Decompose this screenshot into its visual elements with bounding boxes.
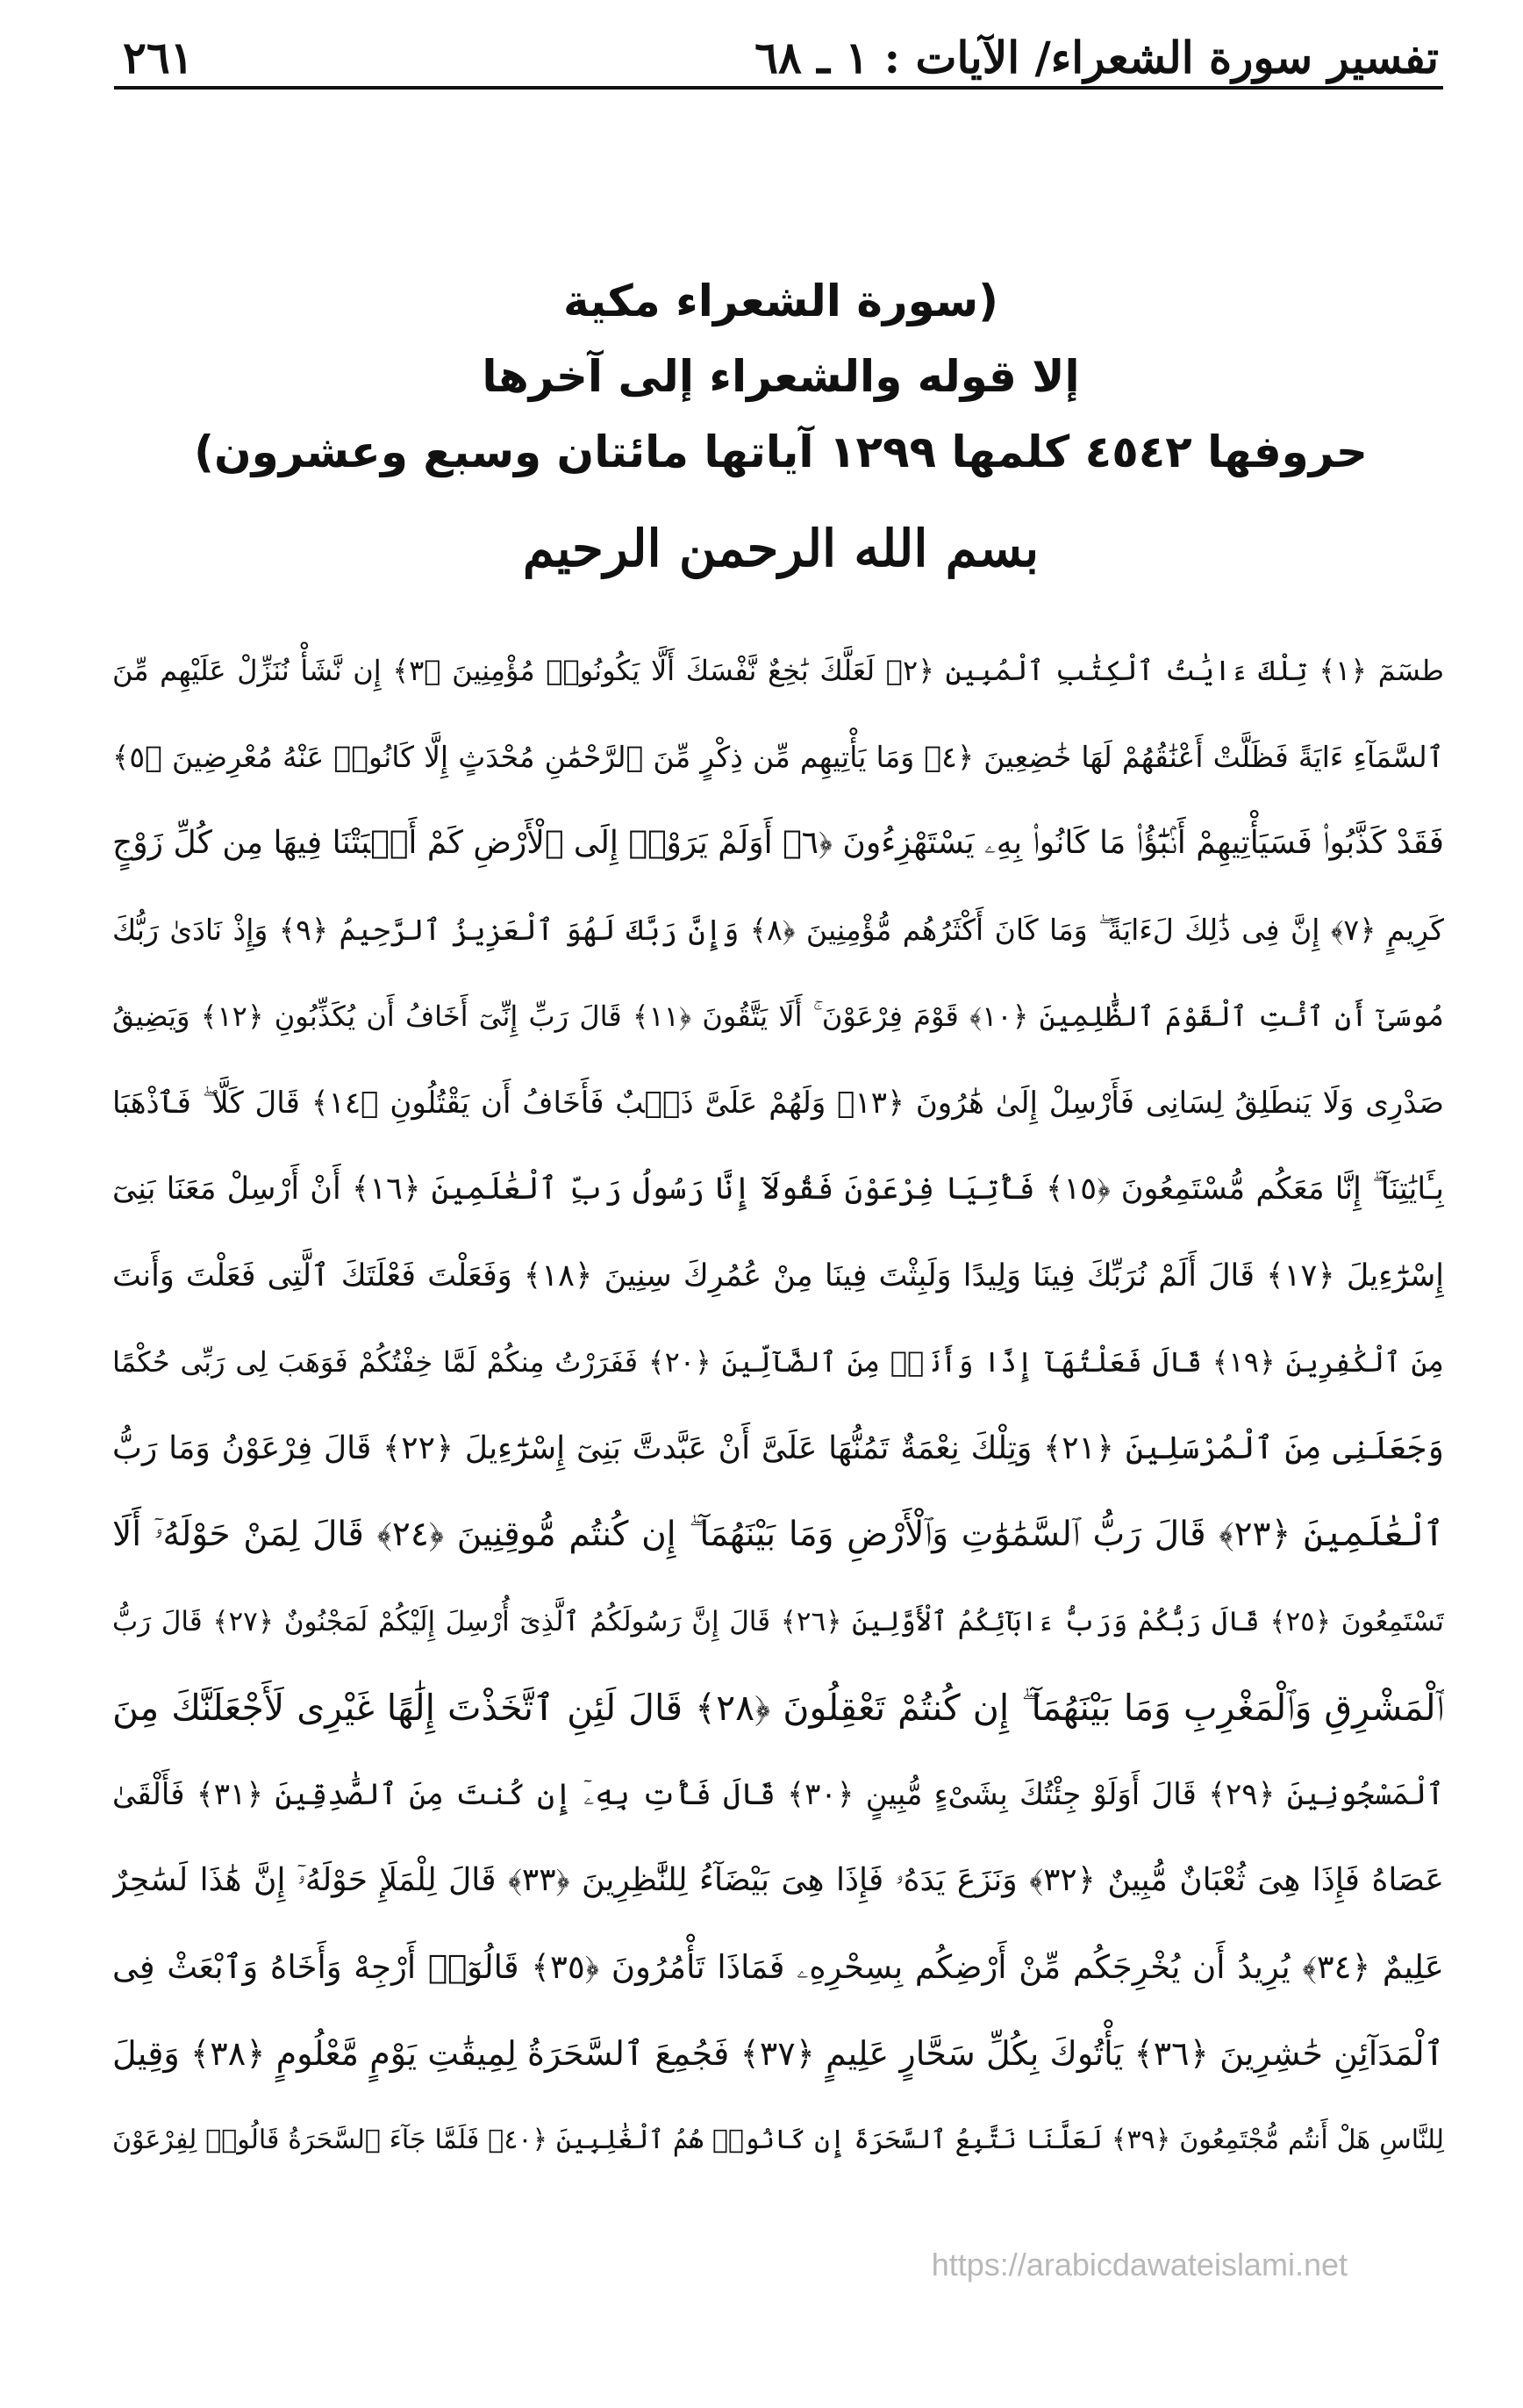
- header-divider: [114, 86, 1443, 90]
- verse-line: طسٓمٓ ﴿١﴾ تِلْكَ ءَايَٰتُ ٱلْكِتَٰبِ ٱلْمُبِينِ ﴿٢﴾ لَعَلَّكَ بَٰخِعٌ نَّفْسَكَ أَلَّا يَكُونُوا۟ مُؤْمِنِينَ ﴿٣﴾ إِن نَّشَأْ نُنَزِّلْ عَلَيْهِم مِّنَ: [112, 654, 1444, 687]
- running-title: تفسير سورة الشعراء/ الآيات : ١ ـ ٦٨: [754, 32, 1439, 83]
- surah-header: [123, 263, 1439, 490]
- verse-line: فَقَدْ كَذَّبُوا۟ فَسَيَأْتِيهِمْ أَنۢبَٰٓؤُا۟ مَا كَانُوا۟ بِهِۦ يَسْتَهْزِءُونَ ﴿٦﴾ أَوَلَمْ يَرَوْا۟ إِلَى ٱلْأَرْضِ كَمْ أَنۢبَتْنَا فِيهَا مِن كُلِّ زَوْجٍ: [112, 825, 1444, 861]
- verse-line: لِلنَّاسِ هَلْ أَنتُم مُّجْتَمِعُونَ ﴿٣٩﴾ لَعَلَّنَا نَتَّبِعُ ٱلسَّحَرَةَ إِن كَانُوا۟ هُمُ ٱلْغَٰلِبِينَ ﴿٤٠﴾ فَلَمَّا جَآءَ ٱلسَّحَرَةُ قَالُوا۟ لِفِرْعَوْنَ: [112, 2124, 1444, 2155]
- verse-line: ٱلْعَٰلَمِينَ ﴿٢٣﴾ قَالَ رَبُّ ٱلسَّمَٰوَٰتِ وَٱلْأَرْضِ وَمَا بَيْنَهُمَآ ۖ إِن كُنتُم مُّوقِنِينَ ﴿٢٤﴾ قَالَ لِمَنْ حَوْلَهُۥٓ أَلَا: [112, 1515, 1444, 1554]
- running-header: [123, 26, 1439, 84]
- verse-line: ٱلْمَشْرِقِ وَٱلْمَغْرِبِ وَمَا بَيْنَهُمَآ ۖ إِن كُنتُمْ تَعْقِلُونَ ﴿٢٨﴾ قَالَ لَئِنِ ٱتَّخَذْتَ إِلَٰهًا غَيْرِى لَأَجْعَلَنَّكَ مِنَ: [112, 1687, 1444, 1729]
- verse-line: بِـَٔايَٰتِنَآ ۖ إِنَّا مَعَكُم مُّسْتَمِعُونَ ﴿١٥﴾ فَأْتِيَا فِرْعَوْنَ فَقُولَآ إِنَّا رَسُولُ رَبِّ ٱلْعَٰلَمِينَ ﴿١٦﴾ أَنْ أَرْسِلْ مَعَنَا بَنِىٓ: [112, 1172, 1444, 1207]
- verse-line: عَلِيمٌ ﴿٣٤﴾ يُرِيدُ أَن يُخْرِجَكُم مِّنْ أَرْضِكُم بِسِحْرِهِۦ فَمَاذَا تَأْمُرُونَ ﴿٣٥﴾ قَالُوٓا۟ أَرْجِهْ وَأَخَاهُ وَٱبْعَثْ فِى: [112, 1947, 1444, 1986]
- verse-line: ٱلسَّمَآءِ ءَايَةً فَظَلَّتْ أَعْنَٰقُهُمْ لَهَا خَٰضِعِينَ ﴿٤﴾ وَمَا يَأْتِيهِم مِّن ذِكْرٍ مِّنَ ٱلرَّحْمَٰنِ مُحْدَثٍ إِلَّا كَانُوا۟ عَنْهُ مُعْرِضِينَ ﴿٥﴾: [112, 739, 1444, 774]
- verse-line: مُوسَىٰٓ أَنِ ٱئْتِ ٱلْقَوْمَ ٱلظَّٰلِمِينَ ﴿١٠﴾ قَوْمَ فِرْعَوْنَ ۚ أَلَا يَتَّقُونَ ﴿١١﴾ قَالَ رَبِّ إِنِّىٓ أَخَافُ أَن يُكَذِّبُونِ ﴿١٢﴾ وَيَضِيقُ: [112, 1000, 1444, 1033]
- verse-line: مِنَ ٱلْكَٰفِرِينَ ﴿١٩﴾ قَالَ فَعَلْتُهَآ إِذًا وَأَنَا۠ مِنَ ٱلضَّآلِّينَ ﴿٢٠﴾ فَفَرَرْتُ مِنكُمْ لَمَّا خِفْتُكُمْ فَوَهَبَ لِى رَبِّى حُكْمًا: [112, 1345, 1444, 1379]
- quran-verses-block: [112, 627, 1444, 2183]
- basmala: بسم الله الرحمن الرحيم: [522, 519, 1040, 578]
- verse-line: ٱلْمَدَآئِنِ حَٰشِرِينَ ﴿٣٦﴾ يَأْتُوكَ بِكُلِّ سَحَّارٍ عَلِيمٍ ﴿٣٧﴾ فَجُمِعَ ٱلسَّحَرَةُ لِمِيقَٰتِ يَوْمٍ مَّعْلُومٍ ﴿٣٨﴾ وَقِيلَ: [112, 2034, 1444, 2073]
- verse-line: ٱلْمَسْجُونِينَ ﴿٢٩﴾ قَالَ أَوَلَوْ جِئْتُكَ بِشَىْءٍ مُّبِينٍ ﴿٣٠﴾ قَالَ فَأْتِ بِهِۦٓ إِن كُنتَ مِنَ ٱلصَّٰدِقِينَ ﴿٣١﴾ فَأَلْقَىٰ: [112, 1776, 1444, 1812]
- surah-name-line: (سورة الشعراء مكية: [562, 276, 999, 326]
- surah-stats-line: حروفها ٤٥٤٢ كلمها ١٢٩٩ آياتها مائتان وسبع وعشرون): [194, 426, 1368, 477]
- verse-line: وَجَعَلَنِى مِنَ ٱلْمُرْسَلِينَ ﴿٢١﴾ وَتِلْكَ نِعْمَةٌ تَمُنُّهَا عَلَىَّ أَنْ عَبَّدتَّ بَنِىٓ إِسْرَٰٓءِيلَ ﴿٢٢﴾ قَالَ فِرْعَوْنُ وَمَا رَبُّ: [112, 1430, 1444, 1466]
- verse-line: صَدْرِى وَلَا يَنطَلِقُ لِسَانِى فَأَرْسِلْ إِلَىٰ هَٰرُونَ ﴿١٣﴾ وَلَهُمْ عَلَىَّ ذَنۢبٌ فَأَخَافُ أَن يَقْتُلُونِ ﴿١٤﴾ قَالَ كَلَّا ۖ فَٱذْهَبَا: [112, 1085, 1444, 1121]
- verse-line: تَسْتَمِعُونَ ﴿٢٥﴾ قَالَ رَبُّكُمْ وَرَبُّ ءَابَآئِكُمُ ٱلْأَوَّلِينَ ﴿٢٦﴾ قَالَ إِنَّ رَسُولَكُمُ ٱلَّذِىٓ أُرْسِلَ إِلَيْكُمْ لَمَجْنُونٌ ﴿٢٧﴾ قَالَ رَبُّ: [112, 1605, 1444, 1638]
- verse-line: إِسْرَٰٓءِيلَ ﴿١٧﴾ قَالَ أَلَمْ نُرَبِّكَ فِينَا وَلِيدًا وَلَبِثْتَ فِينَا مِنْ عُمُرِكَ سِنِينَ ﴿١٨﴾ وَفَعَلْتَ فَعْلَتَكَ ٱلَّتِى فَعَلْتَ وَأَنتَ: [112, 1258, 1444, 1294]
- verse-line: عَصَاهُ فَإِذَا هِىَ ثُعْبَانٌ مُّبِينٌ ﴿٣٢﴾ وَنَزَعَ يَدَهُۥ فَإِذَا هِىَ بَيْضَآءُ لِلنَّٰظِرِينَ ﴿٣٣﴾ قَالَ لِلْمَلَإِ حَوْلَهُۥٓ إِنَّ هَٰذَا لَسَٰحِرٌ: [112, 1862, 1444, 1898]
- page-number: ٢٦١: [123, 32, 194, 83]
- watermark-url: https://arabicdawateislami.net: [931, 2247, 1348, 2283]
- surah-exception-line: إلا قوله والشعراء إلى آخرها: [482, 351, 1080, 402]
- verse-line: كَرِيمٍ ﴿٧﴾ إِنَّ فِى ذَٰلِكَ لَءَايَةً ۖ وَمَا كَانَ أَكْثَرُهُم مُّؤْمِنِينَ ﴿٨﴾ وَإِنَّ رَبَّكَ لَهُوَ ٱلْعَزِيزُ ٱلرَّحِيمُ ﴿٩﴾ وَإِذْ نَادَىٰ رَبُّكَ: [112, 912, 1444, 947]
